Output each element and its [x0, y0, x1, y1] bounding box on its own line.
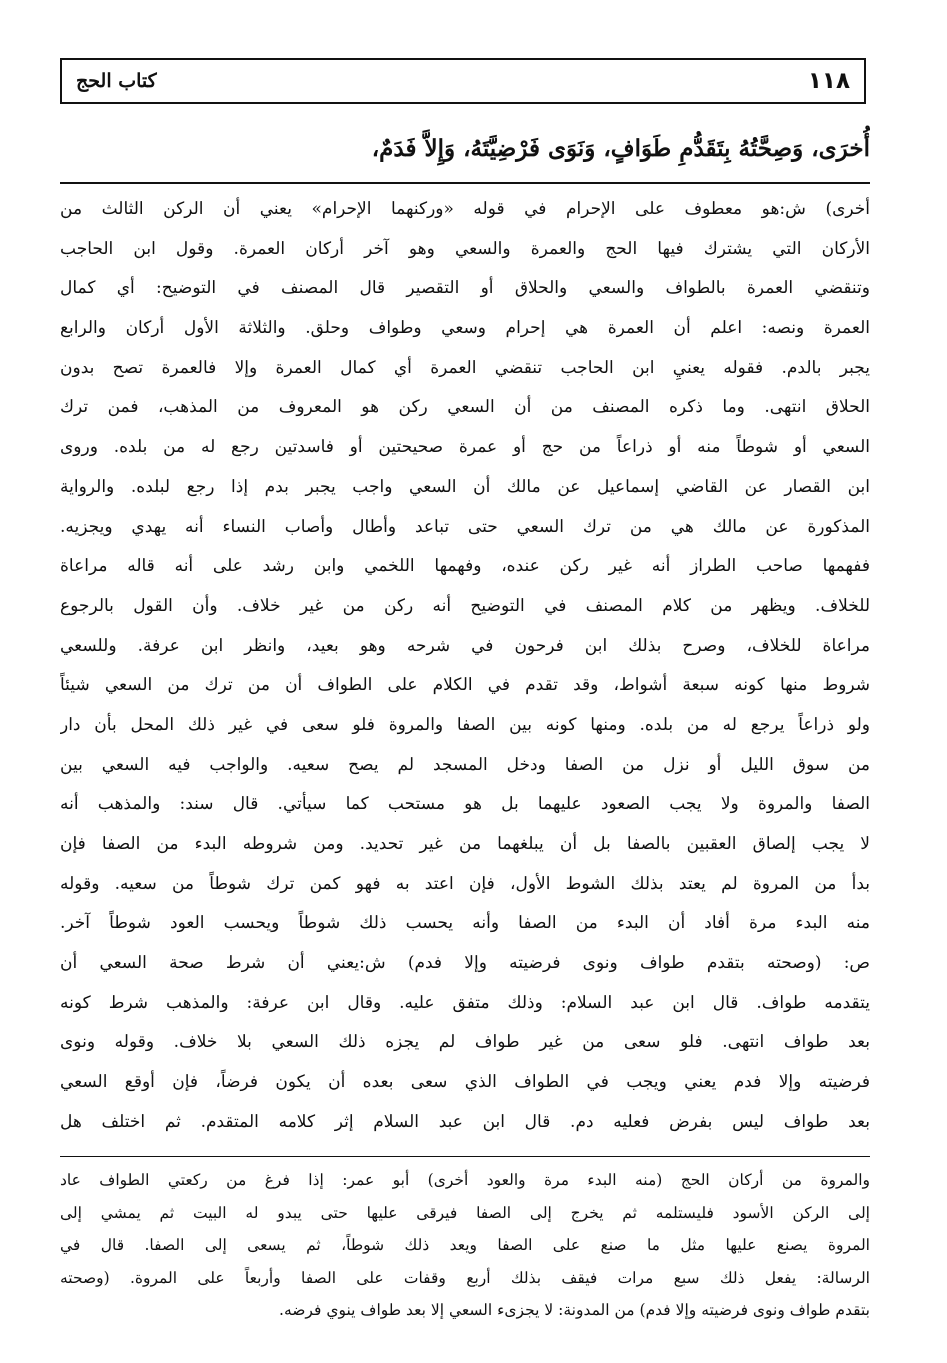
commentary-line: ففهمها صاحب الطراز أنه غير ركن عنده، وفهمها اللخمي وابن رشد على أنه قاله مراعاة — [60, 556, 870, 577]
commentary-line: الأركان التي يشترك فيها الحج والعمرة والسعي وهو آخر أركان العمرة. وقول ابن الحاجب — [60, 238, 870, 259]
commentary-line: السعي أو شوطاً منه أو ذراعاً من حج أو عمرة صحيحتين أو فاسدتين رجع له من بلده. وروى — [60, 437, 870, 458]
commentary-line: من سوق الليل أو نزل من الصفا ودخل المسجد لم يصح سعيه. والواجب فيه السعي بين — [60, 754, 870, 775]
commentary-line: منه البدء مرة أفاد أن البدء من الصفا وأنه يحسب ذلك شوطاً ويحسب العود شوطاً آخر. — [60, 913, 870, 934]
commentary-line: المذكورة عن مالك هي من ترك السعي حتى تباعد وأطال وأصاب النساء أنه يهدي ويجزيه. — [60, 516, 870, 537]
commentary-line: يتقدمه طواف. قال ابن عبد السلام: وذلك متفق عليه. وقال ابن عرفة: والمذهب شرط كونه — [60, 992, 870, 1013]
commentary-line: مراعاة للخلاف، وصرح بذلك ابن فرحون في شرحه وهو بعيد، وانظر ابن عرفة. وللسعي — [60, 635, 870, 656]
commentary-line: بدأ من المروة لم يعتد بذلك الشوط الأول، فإن اعتد به فهو كمن ترك شوطاً من سعيه. وقوله — [60, 873, 870, 894]
commentary-line: لا يجب إلصاق العقبين بالصفا بل أن يبلغهما من غير تحديد. ومن شروطه البدء من الصفا فإن — [60, 834, 870, 854]
commentary-line: فرضيته وإلا فدم يعني ويجب في الطواف الذي سعى بعده أن يكون فرضاً، فإن أوقع السعي — [60, 1072, 870, 1093]
footnote-line: والمروة من أركان الحج (منه البدء مرة والعود أخرى) أبو عمر: إذا فرغ من ركعتي الطواف عاد — [60, 1171, 870, 1189]
footnote-line: إلى الركن الأسود فليستلمه ثم يخرج إلى الصفا فيرقى عليها حتى يبدو له البيت ثم يمشي إلى — [60, 1203, 870, 1222]
footnote-line: الرسالة: يفعل ذلك سبع مرات فيقف بذلك أربع وقفات على الصفا وأربعاً على المروة. (وصحته — [60, 1268, 870, 1287]
commentary-text — [60, 190, 870, 1143]
book-page — [60, 58, 870, 1348]
commentary-line: الحلاق انتهى. وما ذكره المصنف من أن السعي ركن هو المعروف من المذهب، فمن ترك — [60, 397, 870, 418]
footnote-divider — [60, 1156, 870, 1157]
footnote-line: المروة يصنع عليها مثل ما صنع على الصفا ويعد ذلك شوطاً، ثم يسعى إلى الصفا. قال في — [60, 1236, 870, 1254]
footnote-text — [60, 1164, 870, 1327]
commentary-line: يجبر بالدم. فقوله يعنيِ ابن الحاجب تنقضي العمرة أي كمال العمرة وإلا فالعمرة تصح بدون — [60, 357, 870, 378]
commentary-line: أخرى) ش:هو معطوف على الإحرام في قوله «وركنهما الإحرام» يعني أن الركن الثالث من — [60, 199, 870, 219]
commentary-line: وتنقضي العمرة بالطواف والسعي والحلاق أو التقصير قال المصنف في التوضيح: أي كمال — [60, 278, 870, 299]
matn-divider — [60, 182, 870, 184]
commentary-line: ولو ذراعاً يرجع له من بلده. ومنها كونه بين الصفا والمروة فلو سعى في غير ذلك المحل بأن دار — [60, 714, 870, 735]
commentary-line: بعد طواف انتهى. فلو سعى من غير طواف لم يجزه ذلك السعي بلا خلاف. وقوله ونوى — [60, 1032, 870, 1053]
commentary-line: شروط منها كونه سبعة أشواط، وقد تقدم في الكلام على الطواف أن من ترك من السعي شيئاً — [60, 675, 870, 696]
running-header — [60, 58, 866, 104]
commentary-line: بعد طواف ليس بفرض فعليه دم. قال ابن عبد السلام إثر كلامه المتقدم. ثم اختلف هل — [60, 1111, 870, 1132]
footnote-line: بتقدم طواف ونوى فرضيته وإلا فدم) من المدونة: لا يجزىء السعي إلا بعد طواف ينوي فرضه. — [279, 1301, 870, 1319]
book-title: كتاب الحج — [76, 70, 157, 92]
commentary-line: ص: (وصحته بتقدم طواف ونوى فرضيته وإلا فدم) ش:يعني أن شرط صحة السعي أن — [60, 953, 870, 974]
matn-text: أُخرَى، وَصِحَّتُهُ بِتَقَدُّمِ طَوَافٍ، وَنَوَى فَرْضِيَّتَهُ، وَإِلاَّ فَدَمٌ، — [371, 135, 870, 162]
commentary-line: للخلاف. ويظهر من كلام المصنف في التوضيح أنه ركن من غير خلاف. وأن القول بالرجوع — [60, 595, 870, 616]
commentary-line: ابن القصار عن القاضي إسماعيل عن مالك أن السعي واجب يجبر بدم إذا رجع لبلده. والرواية — [60, 476, 870, 497]
commentary-line: الصفا والمروة ولا يجب الصعود عليهما بل هو مستحب كما سيأتي. قال سند: والمذهب أنه — [60, 794, 870, 815]
commentary-line: العمرة ونصه: اعلم أن العمرة هي إحرام وسعي وطواف وحلق. والثلاثة الأول أركان والرابع — [60, 318, 870, 339]
page-number: ١١٨ — [807, 68, 850, 94]
